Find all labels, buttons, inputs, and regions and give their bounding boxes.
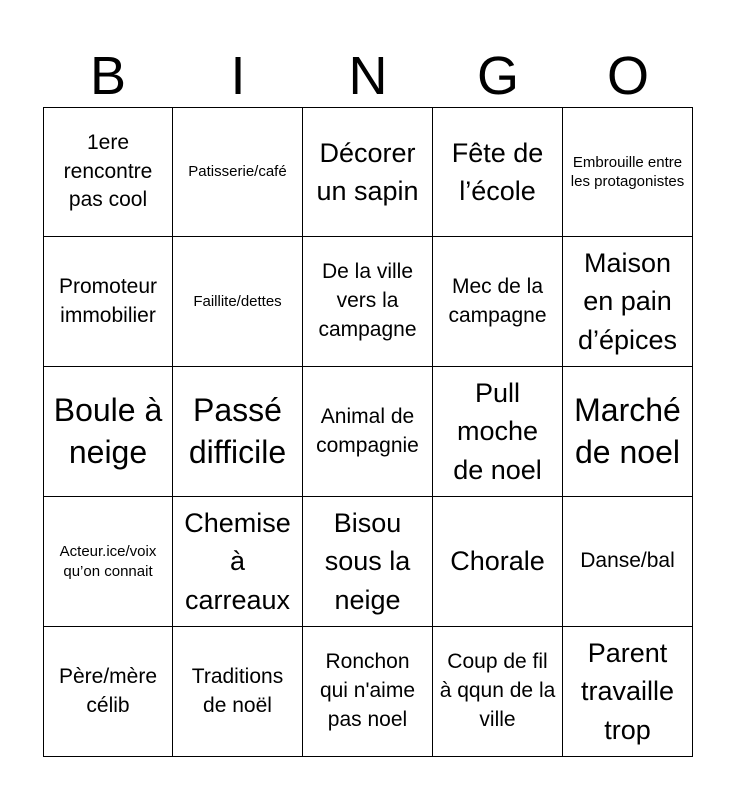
header-letter-b: B xyxy=(89,46,127,106)
bingo-cell[interactable] xyxy=(43,237,173,367)
cell-text: 1ere rencontre pas cool xyxy=(63,130,153,212)
cell-text: Maison en pain d’épices xyxy=(577,248,678,355)
cell-text: Animal de compagnie xyxy=(316,404,419,457)
cell-text: Bisou sous la neige xyxy=(324,508,411,615)
bingo-header xyxy=(43,44,693,108)
cell-text: Décorer un sapin xyxy=(316,137,419,206)
header-letter-i: I xyxy=(230,46,246,106)
cell-text: Faillite/dettes xyxy=(193,292,282,310)
header-letter-g: G xyxy=(476,46,519,106)
cell-text: Marché de noel xyxy=(574,391,681,470)
cell-text: Chorale xyxy=(450,546,545,577)
cell-text: Chemise à carreaux xyxy=(184,508,291,615)
cell-text: Pull moche de noel xyxy=(453,378,542,485)
cell-text: Boule à neige xyxy=(53,391,163,470)
bingo-cell[interactable] xyxy=(433,237,563,367)
bingo-cell[interactable] xyxy=(303,107,433,237)
bingo-cell[interactable] xyxy=(563,107,693,237)
bingo-cell[interactable] xyxy=(563,497,693,627)
bingo-cell[interactable] xyxy=(433,107,563,237)
bingo-cell[interactable] xyxy=(173,107,303,237)
bingo-cell[interactable] xyxy=(433,367,563,497)
bingo-cell[interactable] xyxy=(173,627,303,757)
bingo-cell[interactable] xyxy=(433,627,563,757)
bingo-cell[interactable] xyxy=(173,497,303,627)
bingo-cell[interactable] xyxy=(43,497,173,627)
bingo-cell[interactable] xyxy=(303,367,433,497)
cell-text: Embrouille entre les protagonistes xyxy=(570,153,685,190)
cell-text: Père/mère célib xyxy=(58,664,158,717)
cell-text: Ronchon qui n'aime pas noel xyxy=(319,650,416,731)
cell-text: Promoteur immobilier xyxy=(58,274,158,327)
bingo-board xyxy=(43,107,693,757)
bingo-cell[interactable] xyxy=(563,367,693,497)
header-letter-o: O xyxy=(606,46,649,106)
cell-text: Mec de la campagne xyxy=(448,274,547,327)
bingo-cell[interactable] xyxy=(433,497,563,627)
bingo-cell[interactable] xyxy=(43,107,173,237)
header-letter-n: N xyxy=(348,46,388,106)
cell-text: Acteur.ice/voix qu’on connait xyxy=(59,543,157,580)
bingo-cell[interactable] xyxy=(43,627,173,757)
cell-text: Danse/bal xyxy=(580,549,675,573)
bingo-cell[interactable] xyxy=(173,367,303,497)
cell-text: Fête de l’école xyxy=(451,137,544,206)
cell-text: Coup de fil à qqun de la ville xyxy=(439,650,556,731)
bingo-cell[interactable] xyxy=(303,627,433,757)
bingo-cell[interactable] xyxy=(303,237,433,367)
bingo-cell[interactable] xyxy=(563,237,693,367)
cell-text: Passé difficile xyxy=(188,391,287,470)
bingo-cell[interactable] xyxy=(173,237,303,367)
cell-text: Traditions de noël xyxy=(191,664,284,717)
cell-text: Parent travaille trop xyxy=(580,638,675,745)
bingo-cell[interactable] xyxy=(303,497,433,627)
bingo-cell[interactable] xyxy=(563,627,693,757)
cell-text: Patisserie/café xyxy=(188,163,287,181)
cell-text: De la ville vers la campagne xyxy=(318,260,417,341)
bingo-cell[interactable] xyxy=(43,367,173,497)
